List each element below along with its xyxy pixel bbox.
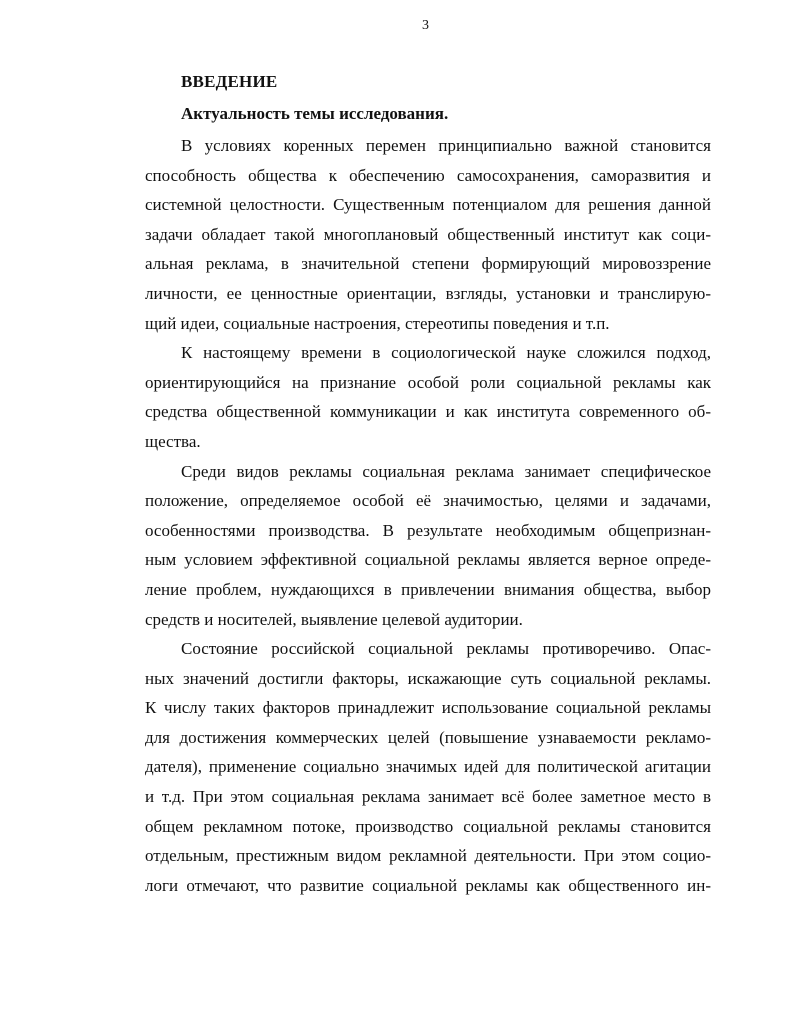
text-line: особенностями производства. В результате необходимым общепризнан- xyxy=(145,520,711,540)
text-line: В условиях коренных перемен принципиально важной становится xyxy=(181,136,711,155)
body-text xyxy=(145,131,711,900)
text-line: ление проблем, нуждающихся в привлечении внимания общества, выбор xyxy=(145,579,711,599)
text-line: положение, определяемое особой её значимостью, целями и задачами, xyxy=(145,491,711,511)
page-number: 3 xyxy=(422,18,429,33)
text-line: щий идеи, социальные настроения, стереотипы поведения и т.п. xyxy=(145,313,610,333)
text-line: ных значений достигли факторы, искажающие суть социальной рекламы. xyxy=(145,668,711,688)
text-line: альная реклама, в значительной степени формирующий мировоззрение xyxy=(145,254,711,274)
text-line: ным условием эффективной социальной рекламы является верное опреде- xyxy=(145,550,711,570)
section-subheading: Актуальность темы исследования. xyxy=(181,104,449,123)
paragraph xyxy=(145,338,711,456)
text-line: личности, ее ценностные ориентации, взгляды, установки и транслирую- xyxy=(145,283,711,303)
text-line: задачи обладает такой многоплановый общественный институт как соци- xyxy=(145,224,711,244)
text-line: отдельным, престижным видом рекламной деятельности. При этом социо- xyxy=(145,846,711,866)
text-line: средств и носителей, выявление целевой аудитории. xyxy=(145,609,523,629)
text-line: средства общественной коммуникации и как института современного об- xyxy=(145,402,711,422)
text-line: Состояние российской социальной рекламы противоречиво. Опас- xyxy=(181,639,711,659)
text-line: и т.д. При этом социальная реклама занимает всё более заметное место в xyxy=(145,787,711,807)
text-line: логи отмечают, что развитие социальной рекламы как общественного ин- xyxy=(145,875,711,895)
text-line: общем рекламном потоке, производство социальной рекламы становится xyxy=(145,816,711,836)
text-line: К настоящему времени в социологической науке сложился подход, xyxy=(181,343,711,363)
text-line: для достижения коммерческих целей (повышение узнаваемости рекламо- xyxy=(145,727,711,747)
text-line: ориентирующийся на признание особой роли социальной рекламы как xyxy=(145,372,711,392)
paragraph xyxy=(145,131,711,338)
text-line: щества. xyxy=(145,431,201,451)
paragraph xyxy=(145,634,711,900)
text-line: способность общества к обеспечению самосохранения, саморазвития и xyxy=(145,165,711,185)
text-line: дателя), применение социально значимых идей для политической агитации xyxy=(145,757,711,777)
paragraph xyxy=(145,457,711,635)
section-heading: ВВЕДЕНИЕ xyxy=(181,72,278,91)
text-line: системной целостности. Существенным потенциалом для решения данной xyxy=(145,195,711,215)
text-line: К числу таких факторов принадлежит использование социальной рекламы xyxy=(145,698,711,718)
text-line: Среди видов рекламы социальная реклама занимает специфическое xyxy=(181,461,711,481)
